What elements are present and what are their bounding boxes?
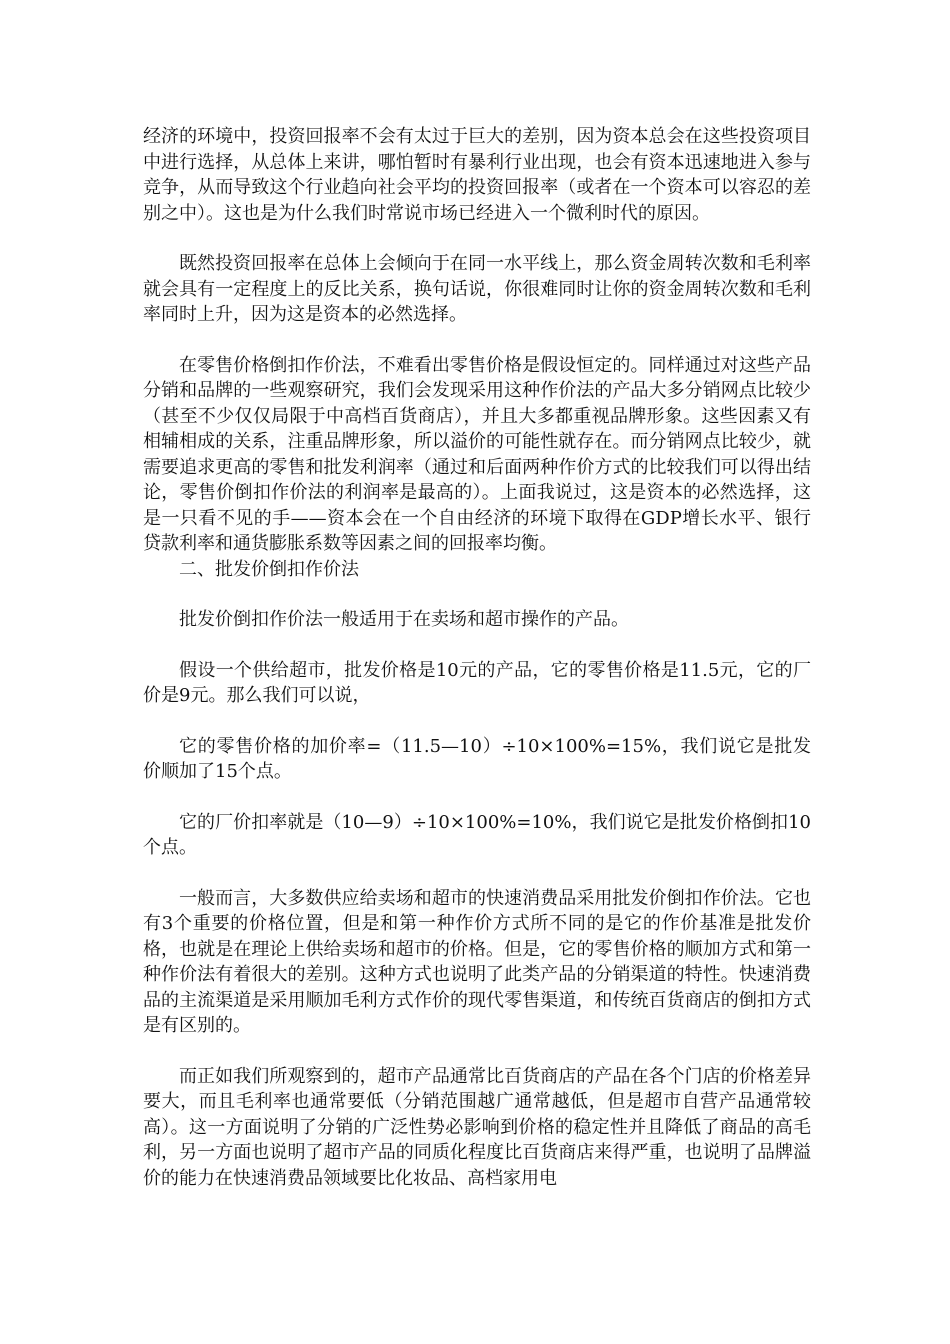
paragraph-fmcg: 一般而言，大多数供应给卖场和超市的快速消费品采用批发价倒扣作价法。它也有3个重要的价格位置，但是和第一种作价方式所不同的是它的作价基准是批发价格，也就是在理论上供给卖场和超市的价格。但是，它的零售价格的顺加方式和第一种作价法有着很大的差别。这种方式也说明了此类产品的分销渠道的特性。快速消费品的主流渠道是采用顺加毛利方式作价的现代零售渠道，和传统百货商店的倒扣方式是有区别的。 [143,887,811,1036]
paragraph-turnover-margin: 既然投资回报率在总体上会倾向于在同一水平线上，那么资金周转次数和毛利率就会具有一定程度上的反比关系，换句话说，你很难同时让你的资金周转次数和毛利率同时上升，因为这是资本的必然选择。 [143,253,811,325]
paragraph-discount-rate: 它的厂价扣率就是（10—9）÷10×100%=10%，我们说它是批发价格倒扣10个点。 [143,811,811,858]
document-page [143,124,811,1191]
paragraph-investment-return: 经济的环境中，投资回报率不会有太过于巨大的差别，因为资本总会在这些投资项目中进行选择，从总体上来讲，哪怕暂时有暴利行业出现，也会有资本迅速地进入参与竞争，从而导致这个行业趋向社会平均的投资回报率（或者在一个资本可以容忍的差别之中）。这也是为什么我们时常说市场已经进入一个微利时代的原因。 [143,126,811,224]
section-heading-wholesale-method: 二、批发价倒扣作价法 [179,558,359,580]
paragraph-supermarket-observation: 而正如我们所观察到的，超市产品通常比百货商店的产品在各个门店的价格差异要大，而且毛利率也通常要低（分销范围越广通常越低，但是超市自营产品通常较高）。这一方面说明了分销的广泛性势必影响到价格的稳定性并且降低了商品的高毛利，另一方面也说明了超市产品的同质化程度比百货商店来得严重，也说明了品牌溢价的能力在快速消费品领域要比化妆品、高档家用电 [143,1065,811,1189]
paragraph-wholesale-intro: 批发价倒扣作价法一般适用于在卖场和超市操作的产品。 [179,609,629,630]
paragraph-markup-rate: 它的零售价格的加价率=（11.5—10）÷10×100%=15%，我们说它是批发价顺加了15个点。 [143,735,811,782]
paragraph-retail-price-method: 在零售价格倒扣作价法，不难看出零售价格是假设恒定的。同样通过对这些产品分销和品牌的一些观察研究，我们会发现采用这种作价法的产品大多分销网点比较少（甚至不少仅仅局限于中高档百货商店），并且大多都重视品牌形象。这些因素又有相辅相成的关系，注重品牌形象，所以溢价的可能性就存在。而分销网点比较少，就需要追求更高的零售和批发利润率（通过和后面两种作价方式的比较我们可以得出结论，零售价倒扣作价法的利润率是最高的）。上面我说过，这是资本的必然选择，这是一只看不见的手——资本会在一个自由经济的环境下取得在GDP增长水平、银行贷款利率和通货膨胀系数等因素之间的回报率均衡。 [143,354,811,554]
paragraph-example: 假设一个供给超市，批发价格是10元的产品，它的零售价格是11.5元，它的厂价是9元。那么我们可以说， [143,659,811,706]
